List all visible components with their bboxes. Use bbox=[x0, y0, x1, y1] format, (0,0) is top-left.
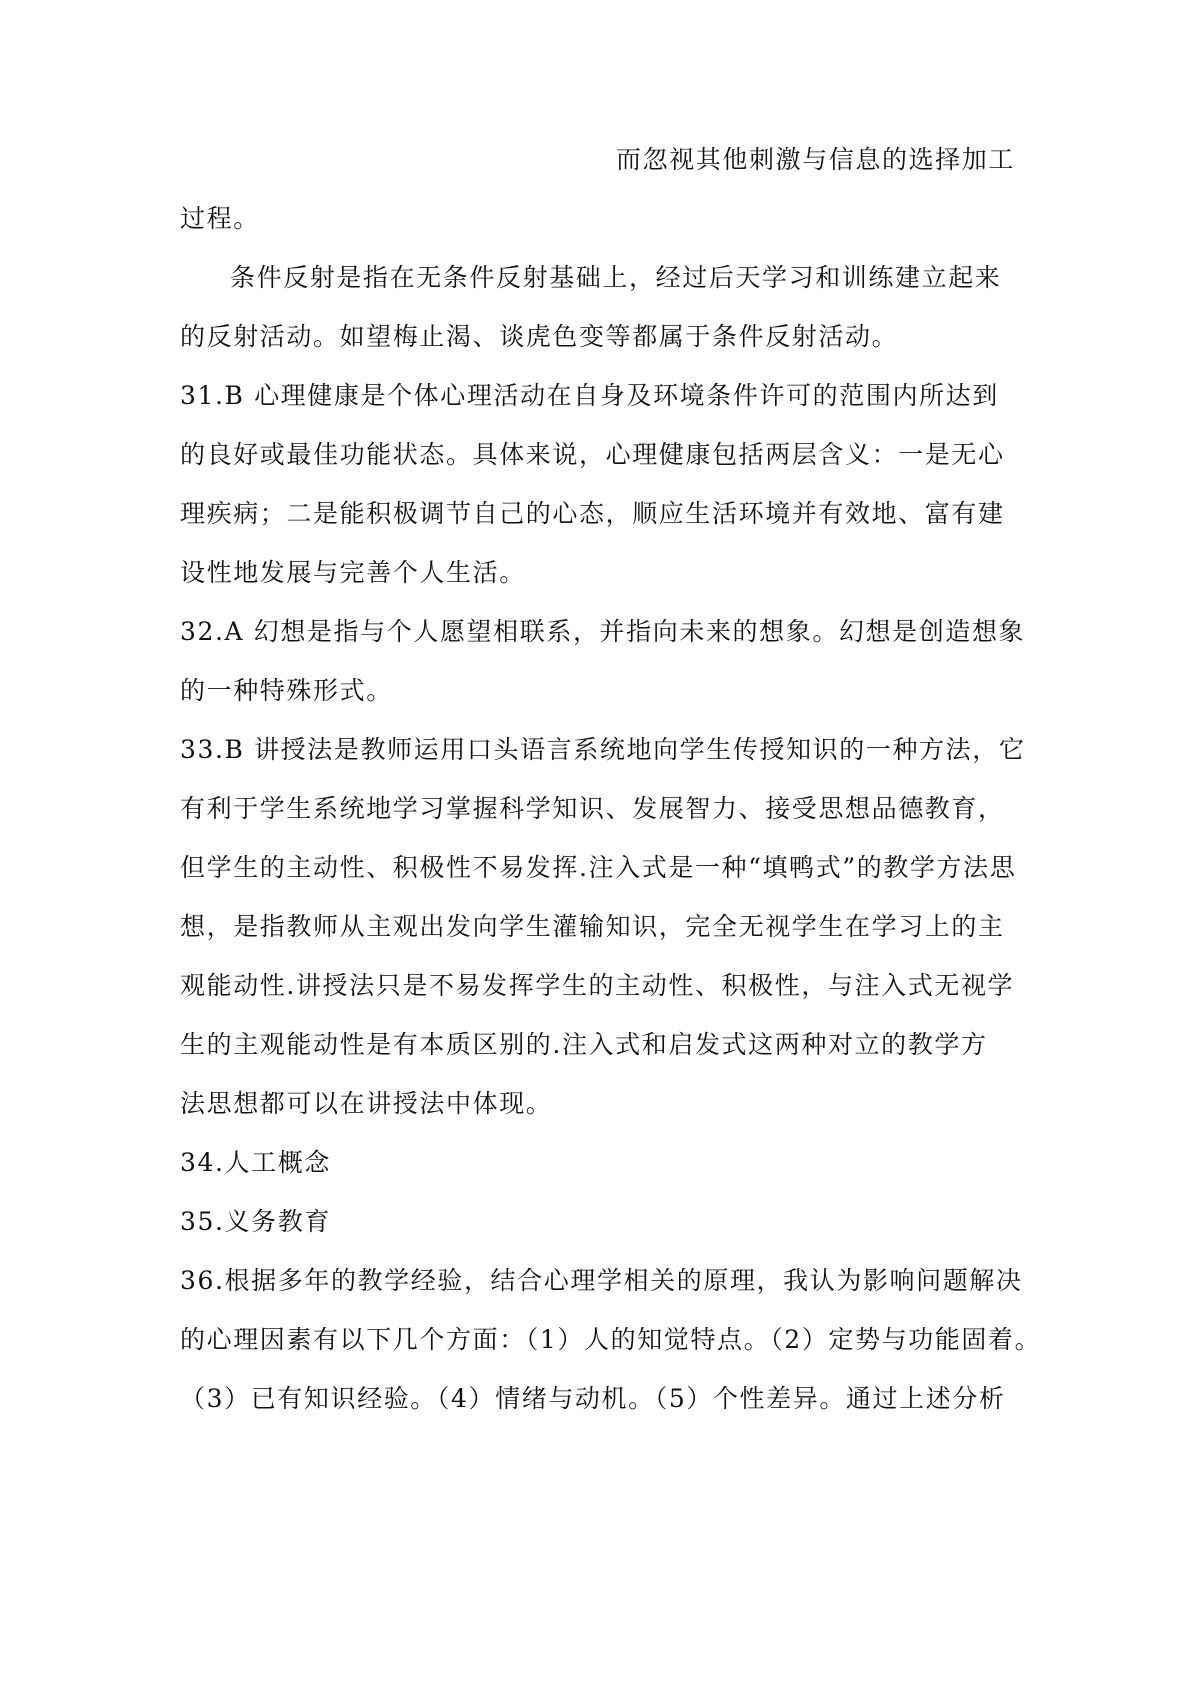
text-line: 有利于学生系统地学习掌握科学知识、发展智力、接受思想品德教育， bbox=[180, 794, 1005, 823]
text-line: 观能动性.讲授法只是不易发挥学生的主动性、积极性，与注入式无视学 bbox=[180, 971, 1015, 1000]
text-line: 想，是指教师从主观出发向学生灌输知识，完全无视学生在学习上的主 bbox=[180, 912, 1005, 941]
paragraph-start-line: 条件反射是指在无条件反射基础上，经过后天学习和训练建立起来 bbox=[230, 263, 1002, 292]
answer-32-line: 32.A 幻想是指与个人愿望相联系，并指向未来的想象。幻想是创造想象 bbox=[180, 617, 1026, 646]
text-line: 的良好或最佳功能状态。具体来说，心理健康包括两层含义：一是无心 bbox=[180, 440, 1005, 469]
text-line: 的一种特殊形式。 bbox=[180, 676, 393, 705]
text-line: 而忽视其他刺激与信息的选择加工 bbox=[615, 145, 1015, 174]
answer-34-line: 34.人工概念 bbox=[180, 1148, 331, 1177]
answer-35-line: 35.义务教育 bbox=[180, 1207, 331, 1236]
text-line: 的心理因素有以下几个方面：（1）人的知觉特点。（2）定势与功能固着。 bbox=[180, 1325, 1042, 1354]
answer-33-line: 33.B 讲授法是教师运用口头语言系统地向学生传授知识的一种方法，它 bbox=[180, 735, 1026, 764]
text-line: 法思想都可以在讲授法中体现。 bbox=[180, 1089, 553, 1118]
text-line: 过程。 bbox=[180, 204, 260, 233]
text-line: 的反射活动。如望梅止渴、谈虎色变等都属于条件反射活动。 bbox=[180, 322, 899, 351]
text-line: 但学生的主动性、积极性不易发挥.注入式是一种“填鸭式”的教学方法思 bbox=[180, 853, 1017, 882]
text-line: （3）已有知识经验。（4）情绪与动机。（5）个性差异。通过上述分析 bbox=[180, 1384, 1006, 1413]
answer-36-line: 36.根据多年的教学经验，结合心理学相关的原理，我认为影响问题解决 bbox=[180, 1266, 1023, 1295]
text-line: 生的主观能动性是有本质区别的.注入式和启发式这两种对立的教学方 bbox=[180, 1030, 988, 1059]
answer-31-line: 31.B 心理健康是个体心理活动在自身及环境条件许可的范围内所达到 bbox=[180, 381, 999, 410]
text-line: 设性地发展与完善个人生活。 bbox=[180, 558, 526, 587]
text-line: 理疾病；二是能积极调节自己的心态，顺应生活环境并有效地、富有建 bbox=[180, 499, 1005, 528]
